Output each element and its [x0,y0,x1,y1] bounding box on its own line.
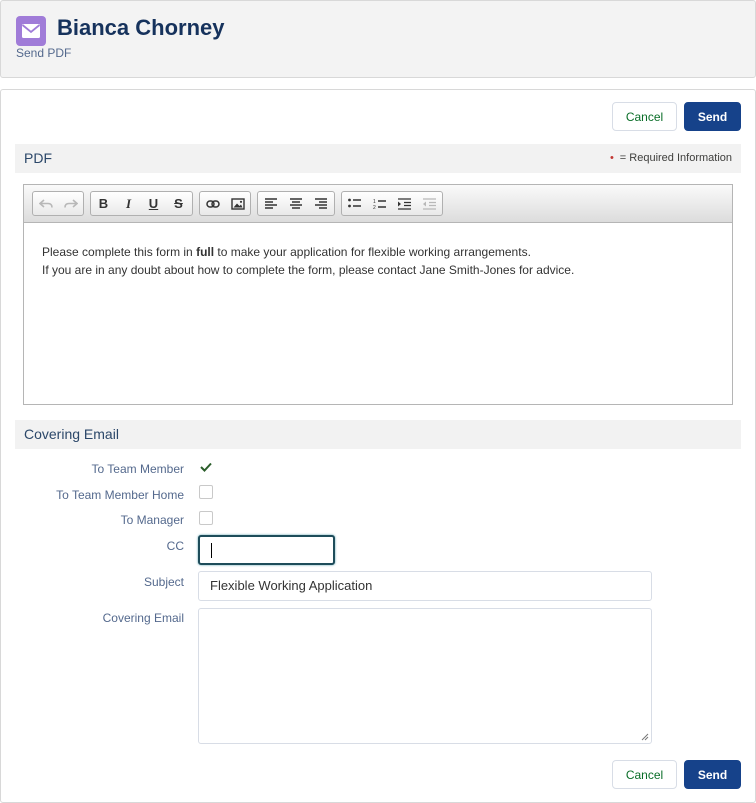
to-team-member-home-label: To Team Member Home [56,488,184,502]
checkmark-icon [200,462,212,472]
italic-icon[interactable]: I [125,195,132,211]
page-title: Bianca Chorney [57,15,225,40]
page-header [0,0,756,78]
bulleted-list-icon[interactable] [342,192,367,215]
cc-input[interactable] [198,535,335,565]
required-information-legend [610,152,732,164]
editor-line-1: Please complete this form in full to make your application for flexible working arrangements. [42,245,531,259]
list-group [341,191,443,216]
insert-group [199,191,251,216]
to-team-member-checkbox[interactable] [199,460,213,474]
svg-text:1: 1 [373,198,376,205]
to-team-member-home-checkbox[interactable] [199,485,213,499]
required-marker: • [609,152,614,164]
undo-icon[interactable] [33,192,58,215]
editor-toolbar [24,185,732,223]
page-subtitle: Send PDF [16,46,72,60]
bold-icon[interactable]: B [98,196,109,211]
pdf-rich-text-editor[interactable] [23,184,733,405]
indent-icon[interactable] [392,192,417,215]
envelope-icon [16,16,46,46]
redo-icon[interactable] [58,192,83,215]
resize-handle-icon[interactable] [641,733,649,741]
required-information-text: = Required Information [619,152,732,164]
link-icon[interactable] [200,192,225,215]
editor-line-2: If you are in any doubt about how to complete the form, please contact Jane Smith-Jones for advice. [42,263,575,277]
send-button-top[interactable]: Send [684,102,741,131]
subject-value: Flexible Working Application [210,578,373,593]
align-group [257,191,335,216]
svg-text:2: 2 [373,204,376,210]
text-caret [211,543,212,558]
strikethrough-icon[interactable]: S [174,196,183,211]
pdf-section-header [15,144,741,173]
align-left-icon[interactable] [258,192,283,215]
underline-icon[interactable]: U [148,196,159,211]
align-right-icon[interactable] [308,192,333,215]
image-icon[interactable] [225,192,250,215]
subject-label: Subject [143,575,184,589]
format-group [90,191,193,216]
cancel-button-top[interactable]: Cancel [612,102,677,131]
outdent-icon[interactable] [417,192,442,215]
align-center-icon[interactable] [283,192,308,215]
numbered-list-icon[interactable] [367,192,392,215]
cc-label: CC [166,539,184,553]
to-team-member-label: To Team Member [91,462,184,476]
covering-email-textarea[interactable] [198,608,652,744]
covering-email-section-title: Covering Email [24,426,119,442]
to-manager-label: To Manager [120,513,184,527]
covering-email-section-header [15,420,741,449]
send-button-bottom[interactable]: Send [684,760,741,789]
pdf-section-title: PDF [24,150,52,166]
cancel-button-bottom[interactable]: Cancel [612,760,677,789]
history-group [32,191,84,216]
editor-content[interactable] [42,243,574,279]
covering-email-label: Covering Email [102,611,184,625]
to-manager-checkbox[interactable] [199,511,213,525]
subject-input[interactable] [198,571,652,601]
